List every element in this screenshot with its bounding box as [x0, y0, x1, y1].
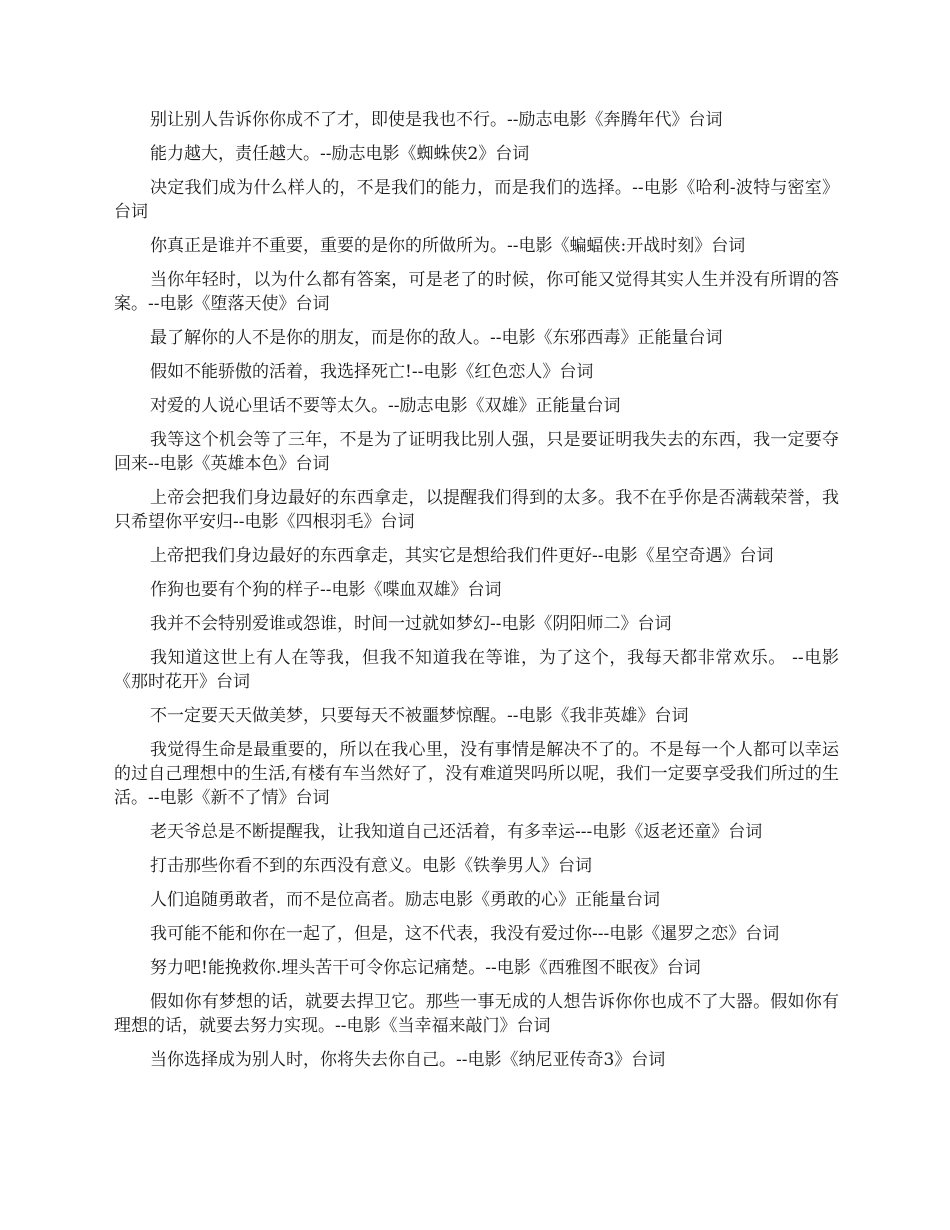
quote-paragraph: 假如不能骄傲的活着，我选择死亡!--电影《红色恋人》台词: [150, 362, 594, 382]
quote-paragraph: 当你选择成为别人时，你将失去你自己。--电影《纳尼亚传奇3》台词: [150, 1050, 666, 1070]
quote-paragraph: 不一定要天天做美梦，只要每天不被噩梦惊醒。--电影《我非英雄》台词: [150, 706, 689, 726]
quote-paragraph: 上帝会把我们身边最好的东西拿走，以提醒我们得到的太多。我不在乎你是否满载荣誉，我只希望你平安归--电影《四根羽毛》台词: [114, 488, 839, 532]
quote-paragraph: 最了解你的人不是你的朋友，而是你的敌人。--电影《东邪西毒》正能量台词: [150, 328, 723, 348]
quote-paragraph: 我等这个机会等了三年，不是为了证明我比别人强，只是要证明我失去的东西，我一定要夺回来--电影《英雄本色》台词: [114, 430, 839, 474]
quote-paragraph: 能力越大，责任越大。--励志电影《蜘蛛侠2》台词: [150, 144, 530, 164]
quote-paragraph: 努力吧!能挽救你.埋头苦干可令你忘记痛楚。--电影《西雅图不眠夜》台词: [150, 958, 701, 978]
quote-paragraph: 我可能不能和你在一起了，但是，这不代表，我没有爱过你---电影《暹罗之恋》台词: [150, 924, 780, 944]
quote-paragraph: 当你年轻时，以为什么都有答案，可是老了的时候，你可能又觉得其实人生并没有所谓的答案。--电影《堕落天使》台词: [114, 270, 839, 314]
document-body: [114, 108, 839, 1082]
quote-paragraph: 假如你有梦想的话，就要去捍卫它。那些一事无成的人想告诉你你也成不了大器。假如你有理想的话，就要去努力实现。--电影《当幸福来敲门》台词: [114, 992, 839, 1036]
quote-paragraph: 你真正是谁并不重要，重要的是你的所做所为。--电影《蝙蝠侠:开战时刻》台词: [150, 236, 746, 256]
quote-paragraph: 我知道这世上有人在等我，但我不知道我在等谁，为了这个，我每天都非常欢乐。 --电影《那时花开》台词: [114, 648, 839, 692]
quote-paragraph: 决定我们成为什么样人的，不是我们的能力，而是我们的选择。--电影《哈利-波特与密室》台词: [114, 178, 839, 222]
quote-paragraph: 对爱的人说心里话不要等太久。--励志电影《双雄》正能量台词: [150, 396, 621, 416]
quote-paragraph: 老天爷总是不断提醒我，让我知道自己还活着，有多幸运---电影《返老还童》台词: [150, 822, 763, 842]
quote-paragraph: 人们追随勇敢者，而不是位高者。励志电影《勇敢的心》正能量台词: [150, 890, 660, 910]
quote-paragraph: 我并不会特别爱谁或怨谁，时间一过就如梦幻--电影《阴阳师二》台词: [150, 614, 672, 634]
quote-paragraph: 上帝把我们身边最好的东西拿走，其实它是想给我们件更好--电影《星空奇遇》台词: [150, 546, 774, 566]
quote-paragraph: 打击那些你看不到的东西没有意义。电影《铁拳男人》台词: [150, 856, 592, 876]
quote-paragraph: 别让别人告诉你你成不了才，即使是我也不行。--励志电影《奔腾年代》台词: [150, 110, 723, 130]
quote-paragraph: 作狗也要有个狗的样子--电影《喋血双雄》台词: [150, 580, 502, 600]
quote-paragraph: 我觉得生命是最重要的，所以在我心里，没有事情是解决不了的。不是每一个人都可以幸运的过自己理想中的生活,有楼有车当然好了，没有难道哭吗所以呢，我们一定要享受我们所过的生活。--电影《新不了情》台词: [114, 740, 839, 808]
